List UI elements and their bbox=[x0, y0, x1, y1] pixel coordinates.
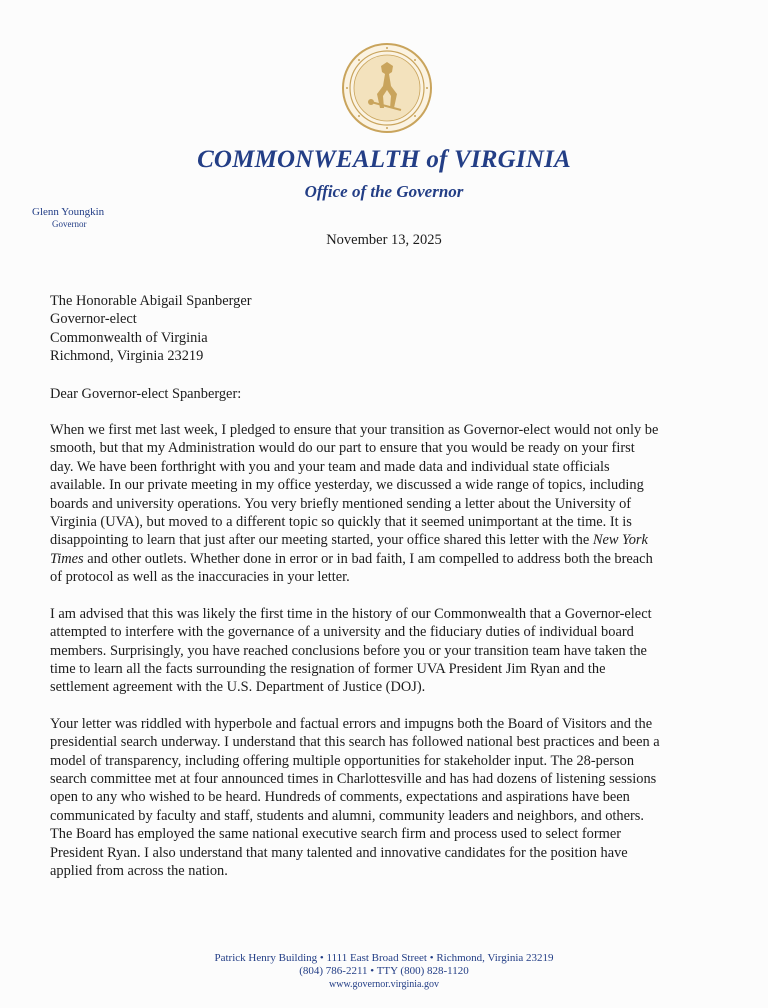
recipient-line: Governor-elect bbox=[50, 311, 137, 328]
paragraph-1 bbox=[50, 421, 720, 587]
paragraph-line: applied from across the nation. bbox=[50, 862, 228, 879]
paragraph-line: boards and university operations. You very briefly mentioned sending a letter about the University of bbox=[50, 495, 632, 512]
italic-publication: New York bbox=[592, 532, 648, 549]
virginia-seal-icon bbox=[341, 42, 433, 134]
paragraph-line: smooth, but that my Administration would do our part to ensure that you would be ready on your first bbox=[50, 440, 635, 457]
paragraph-line bbox=[50, 531, 720, 549]
paragraph-line: members. Surprisingly, you have reached conclusions before you or your transition team have taken the bbox=[50, 642, 647, 659]
paragraph-line: open to any who wished to be heard. Hundreds of comments, expectations and aspirations have been bbox=[50, 789, 630, 806]
paragraph-line: When we first met last week, I pledged to ensure that your transition as Governor-elect would not only be bbox=[50, 422, 659, 439]
line-text: and other outlets. Whether done in error or in bad faith, I am compelled to address both the breach bbox=[83, 550, 653, 567]
paragraph-line: Your letter was riddled with hyperbole and factual errors and impugns both the Board of Visitors and the bbox=[50, 715, 653, 732]
paragraph-line: The Board has employed the same national executive search firm and process used to select former bbox=[50, 826, 622, 843]
letterhead-title: COMMONWEALTH of VIRGINIA bbox=[197, 146, 571, 173]
letter-body bbox=[50, 292, 720, 880]
paragraph-line: communicated by faculty and staff, students and alumni, community leaders and neighbors, and others. bbox=[50, 807, 644, 824]
paragraph-line: available. In our private meeting in my office yesterday, we discussed a wide range of topics, including bbox=[50, 477, 644, 494]
paragraph-line: time to learn all the facts surrounding the resignation of former UVA President Jim Ryan and the bbox=[50, 660, 606, 677]
recipient-line: The Honorable Abigail Spanberger bbox=[50, 293, 252, 309]
recipient-line: Richmond, Virginia 23219 bbox=[50, 348, 204, 365]
salutation: Dear Governor-elect Spanberger: bbox=[50, 385, 242, 402]
recipient-address bbox=[50, 292, 720, 366]
paragraph-2 bbox=[50, 605, 720, 697]
paragraph-line: model of transparency, including offering multiple opportunities for stakeholder input. The 28-person bbox=[50, 752, 635, 769]
governor-title: Governor bbox=[52, 219, 87, 229]
line-text: disappointing to learn that just after our meeting started, your office shared this letter with the bbox=[50, 532, 593, 549]
footer-phone: (804) 786-2211 • TTY (800) 828-1120 bbox=[299, 965, 469, 977]
footer-website: www.governor.virginia.gov bbox=[329, 979, 439, 990]
paragraph-line bbox=[50, 550, 720, 568]
paragraph-line: of protocol as well as the inaccuracies in your letter. bbox=[50, 569, 350, 586]
footer-address: Patrick Henry Building • 1111 East Broad Street • Richmond, Virginia 23219 bbox=[214, 952, 554, 964]
paragraph-line: search committee met at four announced times in Charlottesville and has had dozens of listening sessions bbox=[50, 770, 657, 787]
paragraph-line: presidential search underway. I understand that this search has followed national best practices and been a bbox=[50, 734, 660, 751]
paragraph-line: Virginia (UVA), but moved to a different topic so quickly that it seemed unimportant at the time. It is bbox=[50, 514, 632, 531]
paragraph-line: attempted to interfere with the governance of a university and the fiduciary duties of individual board bbox=[50, 624, 634, 641]
letterhead-office: Office of the Governor bbox=[304, 182, 464, 201]
letter-date: November 13, 2025 bbox=[326, 232, 442, 248]
paragraph-line: day. We have been forthright with you and your team and made data and individual state officials bbox=[50, 458, 610, 475]
paragraph-3 bbox=[50, 715, 720, 881]
paragraph-line: President Ryan. I also understand that many talented and innovative candidates for the position have bbox=[50, 844, 628, 861]
recipient-line: Commonwealth of Virginia bbox=[50, 329, 208, 346]
paragraph-line: I am advised that this was likely the first time in the history of our Commonwealth that a Governor-elect bbox=[50, 605, 652, 622]
paragraph-line: settlement agreement with the U.S. Department of Justice (DOJ). bbox=[50, 679, 426, 696]
italic-publication: Times bbox=[50, 550, 84, 567]
letter-footer bbox=[0, 952, 768, 991]
governor-name: Glenn Youngkin bbox=[32, 206, 105, 218]
